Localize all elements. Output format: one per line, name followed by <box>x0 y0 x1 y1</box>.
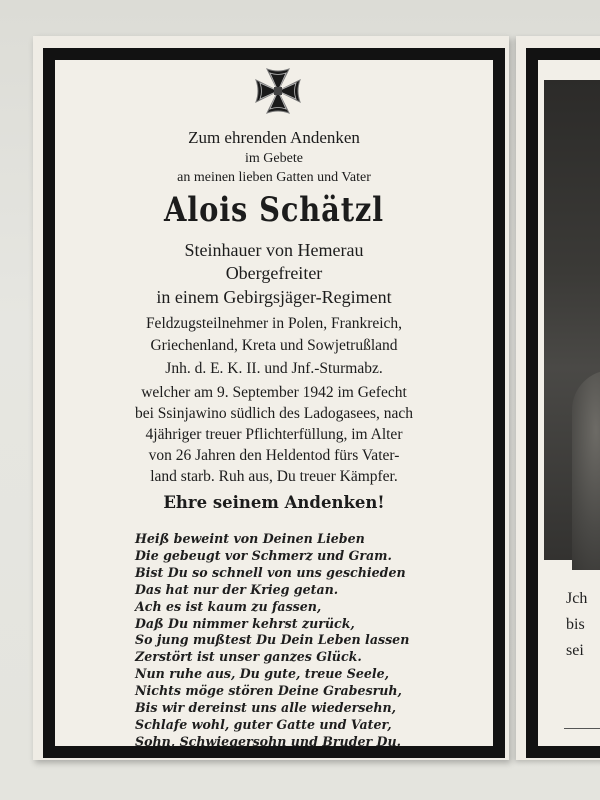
signature-line <box>564 728 600 729</box>
poem-line: Das hat nur der Krieg getan. <box>135 581 339 597</box>
detail-occupation: Steinhauer von Hemerau <box>184 240 364 260</box>
death-line-5: land starb. Ruh aus, Du treuer Kämpfer. <box>150 468 398 485</box>
right-fragment-3: sei <box>566 642 584 659</box>
motto: Ehre seinem Andenken! <box>163 493 385 512</box>
death-line-1: welcher am 9. September 1942 im Gefecht <box>141 384 407 401</box>
adjacent-card <box>516 36 600 760</box>
portrait-figure <box>572 370 600 570</box>
portrait-photo <box>544 80 600 560</box>
detail-rank: Obergefreiter <box>225 263 323 283</box>
poem-line: Zerstört ist unser ganzes Glück. <box>135 649 362 665</box>
death-line-4: von 26 Jahren den Heldentod fürs Vater- <box>148 447 400 464</box>
right-fragment-2: bis <box>566 616 585 633</box>
poem-line: Heiß beweint von Deinen Lieben <box>135 531 365 546</box>
death-line-3: 4jähriger treuer Pflichterfüllung, im Alter <box>145 426 403 443</box>
iron-cross-icon <box>253 66 303 116</box>
poem-line: Bis wir dereinst uns alle wiedersehn, <box>135 700 397 716</box>
death-line-2: bei Ssinjawino südlich des Ladogasees, nach <box>134 405 414 422</box>
deceased-name: Alois Schätzl <box>164 190 384 230</box>
memorial-poem <box>135 531 425 751</box>
poem-line: Daß Du nimmer kehrst zurück, <box>135 615 355 631</box>
memorial-card <box>33 36 509 760</box>
intro-line-1: Zum ehrenden Andenken <box>188 128 360 147</box>
intro-line-3: an meinen lieben Gatten und Vater <box>177 170 371 185</box>
card-content <box>55 60 493 749</box>
poem-line: Ach es ist kaum zu fassen, <box>135 598 322 614</box>
poem-line: Schlafe wohl, guter Gatte und Vater, <box>135 716 392 732</box>
decorations-line: Jnh. d. E. K. II. und Jnf.-Sturmabz. <box>165 360 383 377</box>
campaign-line-1: Feldzugsteilnehmer in Polen, Frankreich, <box>145 315 403 332</box>
poem-line: Nun ruhe aus, Du gute, treue Seele, <box>135 666 390 682</box>
poem-line: Die gebeugt vor Schmerz und Gram. <box>135 547 392 563</box>
mourning-border <box>43 48 505 758</box>
intro-line-2: im Gebete <box>245 151 303 166</box>
poem-line: Nichts möge stören Deine Grabesruh, <box>135 683 402 699</box>
poem-line: Bist Du so schnell von uns geschieden <box>135 564 406 580</box>
poem-line: Sohn, Schwiegersohn und Bruder Du. <box>135 733 402 749</box>
right-fragment-1: Jch <box>566 590 588 607</box>
detail-regiment: in einem Gebirgsjäger-Regiment <box>156 287 392 307</box>
poem-line: So jung mußtest Du Dein Leben lassen <box>135 632 410 648</box>
campaign-line-2: Griechenland, Kreta und Sowjetrußland <box>150 337 398 354</box>
adjacent-border <box>526 48 600 758</box>
